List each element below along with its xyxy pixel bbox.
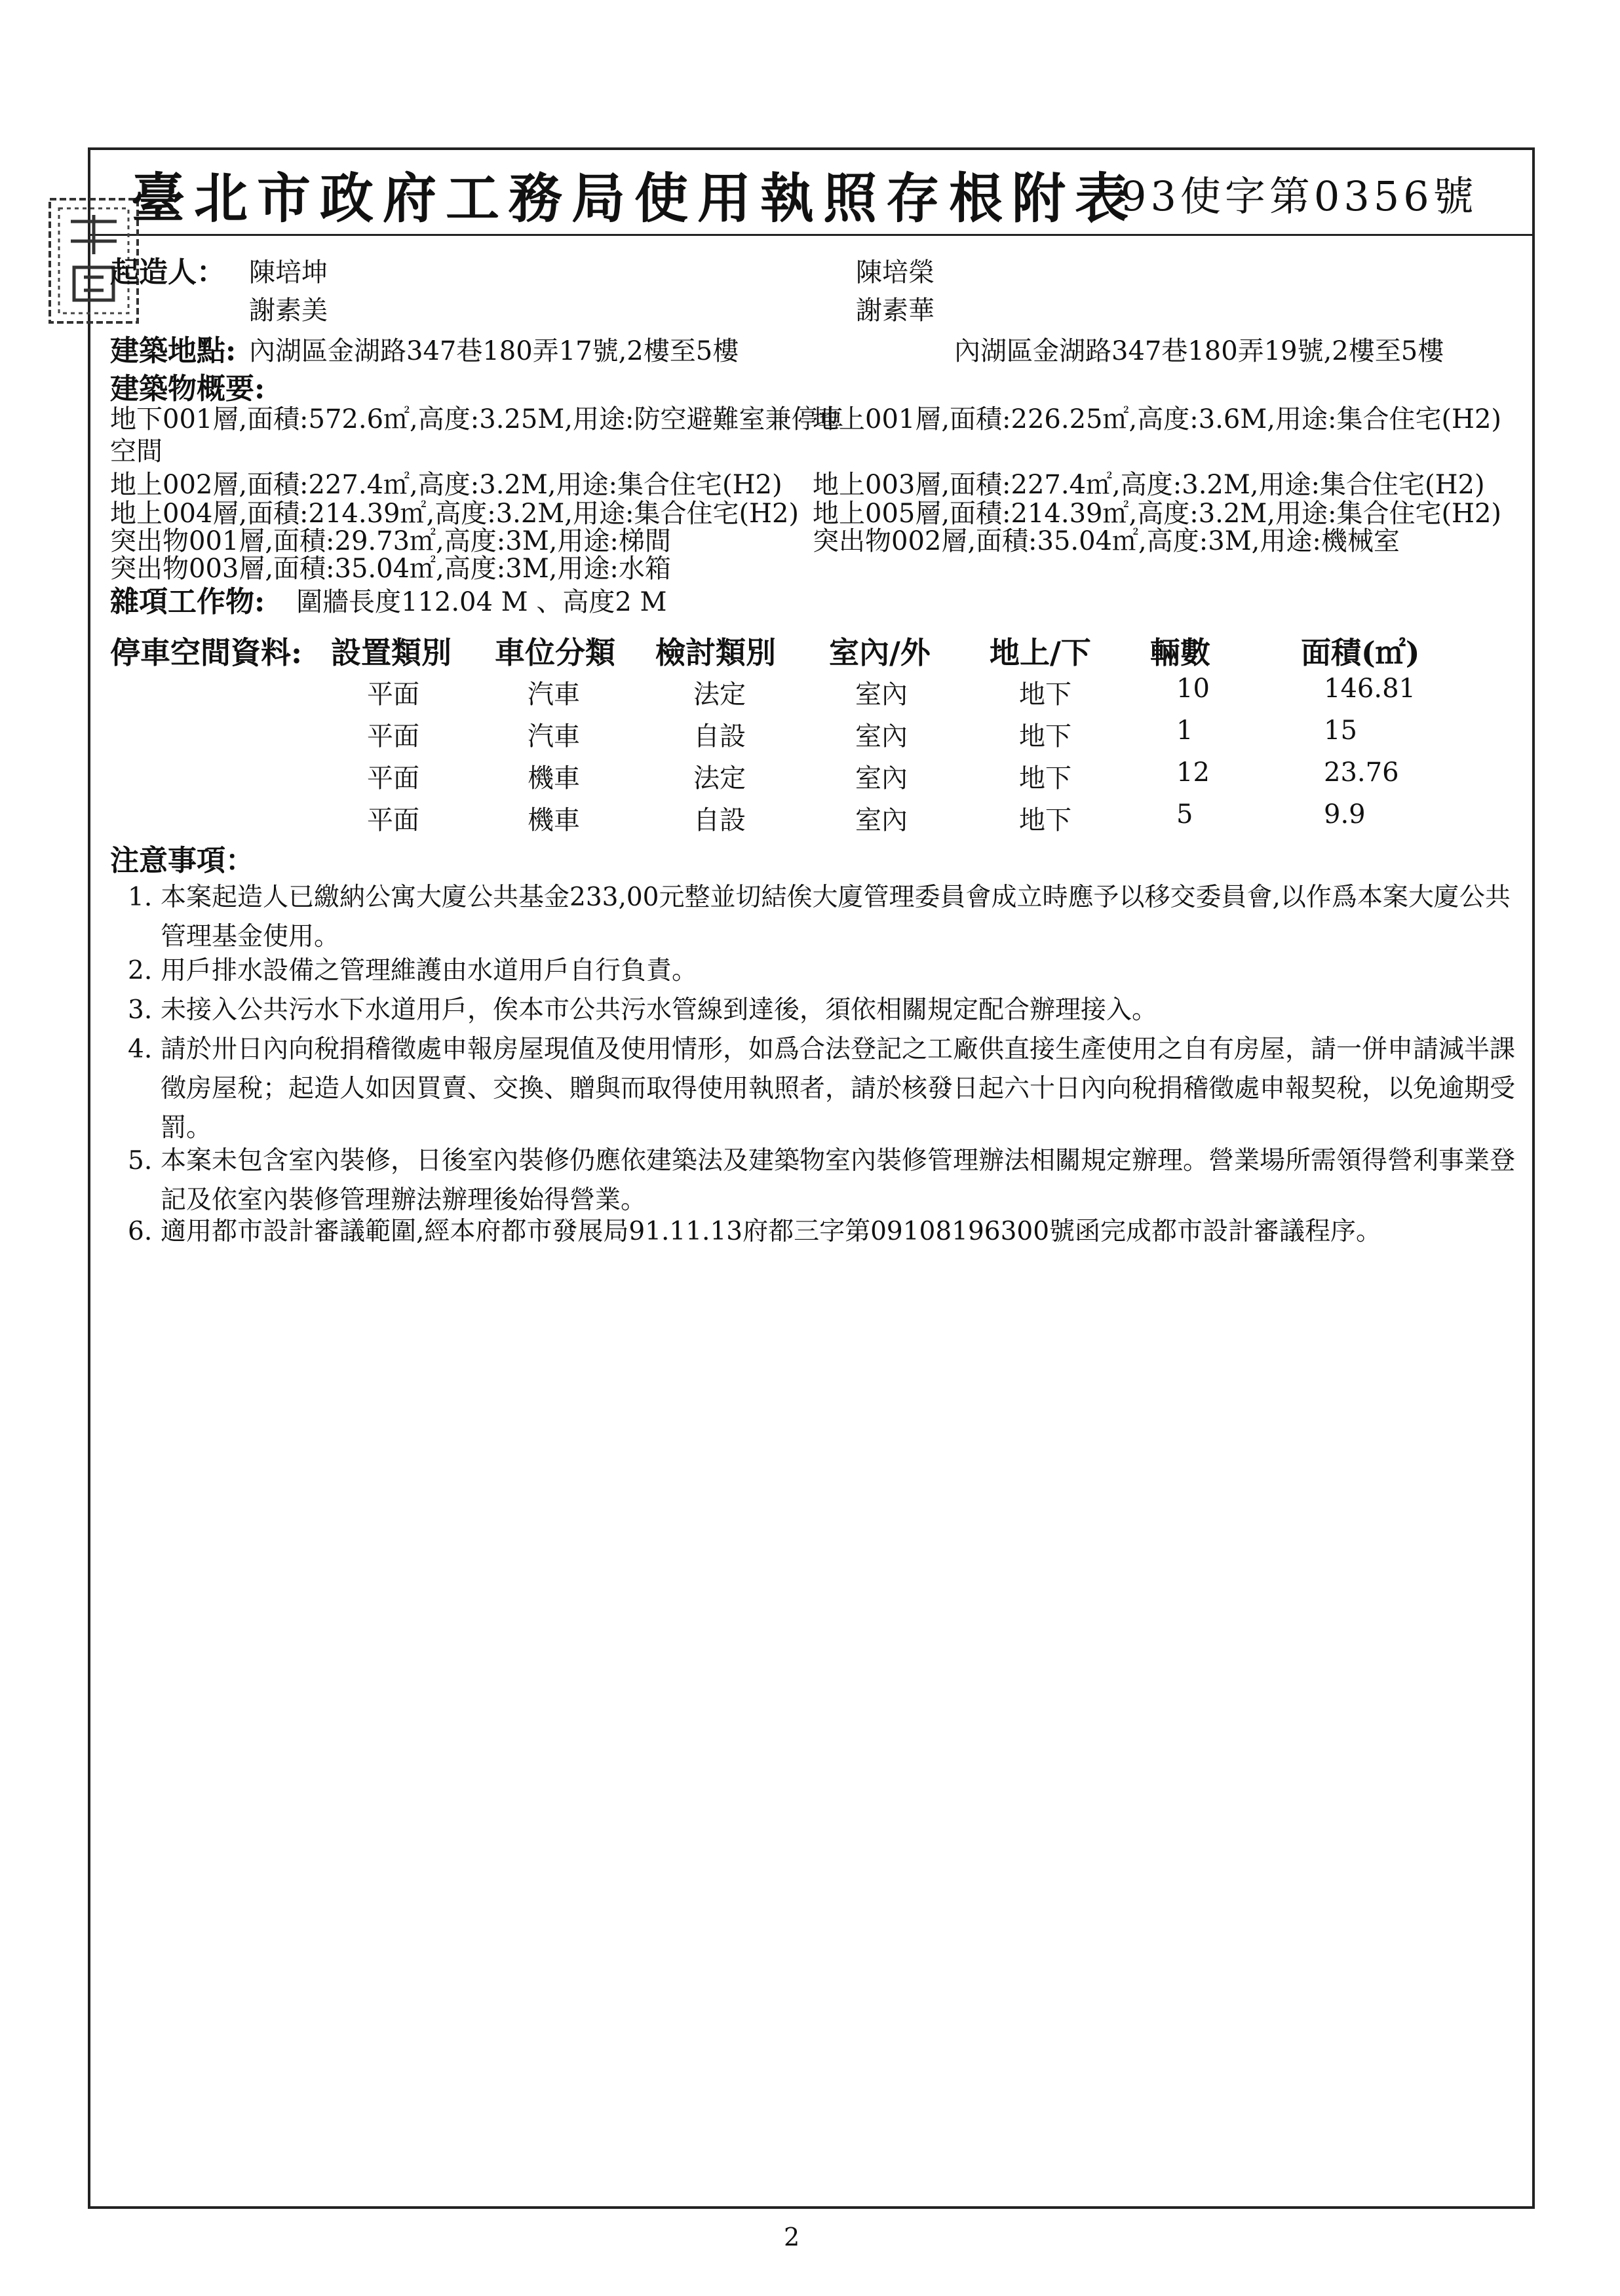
note-text: 本案未包含室內裝修，日後室內裝修仍應依建築法及建築物室內裝修管理辦法相關規定辦理。營業場所需領得營利事業登記及依室內裝修管理辦法辦理後始得營業。 bbox=[161, 1146, 1516, 1215]
table-cell: 地下 bbox=[1019, 721, 1071, 752]
column-header: 設置類別 bbox=[331, 635, 452, 670]
title-divider bbox=[88, 234, 1535, 236]
table-row bbox=[0, 799, 1620, 836]
floor-item: 地下001層,面積:572.6㎡,高度:3.25M,用途:防空避難室兼停車 bbox=[110, 404, 844, 434]
builder-name: 陳培榮 bbox=[856, 258, 935, 288]
page-number: 2 bbox=[784, 2223, 800, 2251]
table-cell: 1 bbox=[1176, 716, 1193, 746]
table-cell: 平面 bbox=[367, 679, 419, 710]
floor-item: 地上005層,面積:214.39㎡,高度:3.2M,用途:集合住宅(H2) bbox=[813, 499, 1501, 529]
table-cell: 室內 bbox=[855, 763, 908, 794]
table-cell: 室內 bbox=[855, 679, 908, 710]
column-header: 室內/外 bbox=[829, 635, 931, 670]
column-header: 面積(㎡) bbox=[1301, 635, 1420, 670]
note-number: 6. bbox=[128, 1217, 153, 1246]
note-text: 適用都市設計審議範圍,經本府都市發展局91.11.13府都三字第09108196300號函完成都市設計審議程序。 bbox=[161, 1217, 1382, 1246]
permit-number: 93使字第0356號 bbox=[1121, 172, 1478, 220]
table-cell: 地下 bbox=[1019, 679, 1071, 710]
table-cell: 12 bbox=[1176, 757, 1210, 788]
table-cell: 平面 bbox=[367, 763, 419, 794]
list-item bbox=[128, 991, 1530, 1030]
table-cell: 10 bbox=[1176, 674, 1210, 704]
parking-header-row bbox=[0, 629, 1620, 670]
misc-label: 雜項工作物: bbox=[110, 585, 265, 619]
table-cell: 汽車 bbox=[528, 721, 580, 752]
note-number: 1. bbox=[128, 883, 153, 912]
floor-item: 地上004層,面積:214.39㎡,高度:3.2M,用途:集合住宅(H2) bbox=[110, 499, 799, 529]
table-cell: 自設 bbox=[693, 805, 746, 835]
floor-item: 空間 bbox=[110, 436, 163, 467]
builder-name: 謝素美 bbox=[249, 296, 328, 326]
note-number: 5. bbox=[128, 1146, 153, 1176]
note-text: 用戶排水設備之管理維護由水道用戶自行負責。 bbox=[161, 956, 698, 985]
floor-item: 地上001層,面積:226.25㎡,高度:3.6M,用途:集合住宅(H2) bbox=[813, 404, 1501, 434]
table-cell: 146.81 bbox=[1324, 674, 1416, 704]
document-title: 臺北市政府工務局使用執照存根附表 bbox=[131, 167, 1138, 230]
table-cell: 法定 bbox=[693, 763, 746, 794]
table-row bbox=[0, 716, 1620, 752]
floor-item: 突出物001層,面積:29.73㎡,高度:3M,用途:梯間 bbox=[110, 526, 671, 556]
table-row bbox=[0, 757, 1620, 794]
floor-item: 地上002層,面積:227.4㎡,高度:3.2M,用途:集合住宅(H2) bbox=[110, 470, 782, 500]
misc-value: 圍牆長度112.04 M 、高度2 M bbox=[296, 587, 667, 617]
list-item bbox=[128, 1212, 1530, 1252]
table-cell: 地下 bbox=[1019, 763, 1071, 794]
column-header: 檢討類別 bbox=[655, 635, 776, 670]
note-text: 請於卅日內向稅捐稽徵處申報房屋現值及使用情形，如爲合法登記之工廠供直接生產使用之自有房屋，請一併申請減半課徵房屋稅；起造人如因買賣、交換、贈與而取得使用執照者，請於核發日起六十日內向稅捐稽徵處申報契稅，以免逾期受罰。 bbox=[161, 1035, 1516, 1143]
builder-label: 起造人： bbox=[110, 256, 225, 289]
builder-name: 謝素華 bbox=[856, 296, 935, 326]
builder-name: 陳培坤 bbox=[249, 258, 328, 288]
table-cell: 9.9 bbox=[1324, 799, 1366, 830]
floor-item: 地上003層,面積:227.4㎡,高度:3.2M,用途:集合住宅(H2) bbox=[813, 470, 1485, 500]
note-number: 4. bbox=[128, 1035, 153, 1064]
list-item bbox=[128, 878, 1530, 957]
table-cell: 自設 bbox=[693, 721, 746, 752]
column-header: 地上/下 bbox=[990, 635, 1091, 670]
list-item bbox=[128, 951, 1530, 991]
table-cell: 23.76 bbox=[1324, 757, 1399, 788]
note-number: 2. bbox=[128, 956, 153, 985]
note-text: 未接入公共污水下水道用戶，俟本市公共污水管線到達後，須依相關規定配合辦理接入。 bbox=[161, 995, 1158, 1025]
note-text: 本案起造人已繳納公寓大廈公共基金233,00元整並切結俟大廈管理委員會成立時應予以移交委員會,以作爲本案大廈公共管理基金使用。 bbox=[161, 883, 1511, 951]
parking-label: 停車空間資料: bbox=[110, 635, 302, 670]
list-item bbox=[128, 1030, 1530, 1148]
site-label: 建築地點: bbox=[110, 334, 237, 368]
note-number: 3. bbox=[128, 995, 153, 1025]
table-cell: 室內 bbox=[855, 805, 908, 835]
column-header: 輛數 bbox=[1150, 635, 1210, 670]
list-item bbox=[128, 1141, 1530, 1220]
column-header: 車位分類 bbox=[495, 635, 615, 670]
table-row bbox=[0, 674, 1620, 710]
table-cell: 室內 bbox=[855, 721, 908, 752]
table-cell: 機車 bbox=[528, 763, 580, 794]
table-cell: 地下 bbox=[1019, 805, 1071, 835]
table-cell: 汽車 bbox=[528, 679, 580, 710]
table-cell: 5 bbox=[1176, 799, 1193, 830]
table-cell: 平面 bbox=[367, 805, 419, 835]
site-address: 內湖區金湖路347巷180弄19號,2樓至5樓 bbox=[954, 336, 1444, 366]
floor-item: 突出物003層,面積:35.04㎡,高度:3M,用途:水箱 bbox=[110, 554, 671, 584]
floor-item: 突出物002層,面積:35.04㎡,高度:3M,用途:機械室 bbox=[813, 526, 1400, 556]
table-cell: 15 bbox=[1324, 716, 1357, 746]
table-cell: 機車 bbox=[528, 805, 580, 835]
site-address: 內湖區金湖路347巷180弄17號,2樓至5樓 bbox=[249, 336, 739, 366]
overview-label: 建築物概要: bbox=[110, 372, 265, 406]
table-cell: 法定 bbox=[693, 679, 746, 710]
notes-label: 注意事項： bbox=[110, 844, 254, 877]
table-cell: 平面 bbox=[367, 721, 419, 752]
